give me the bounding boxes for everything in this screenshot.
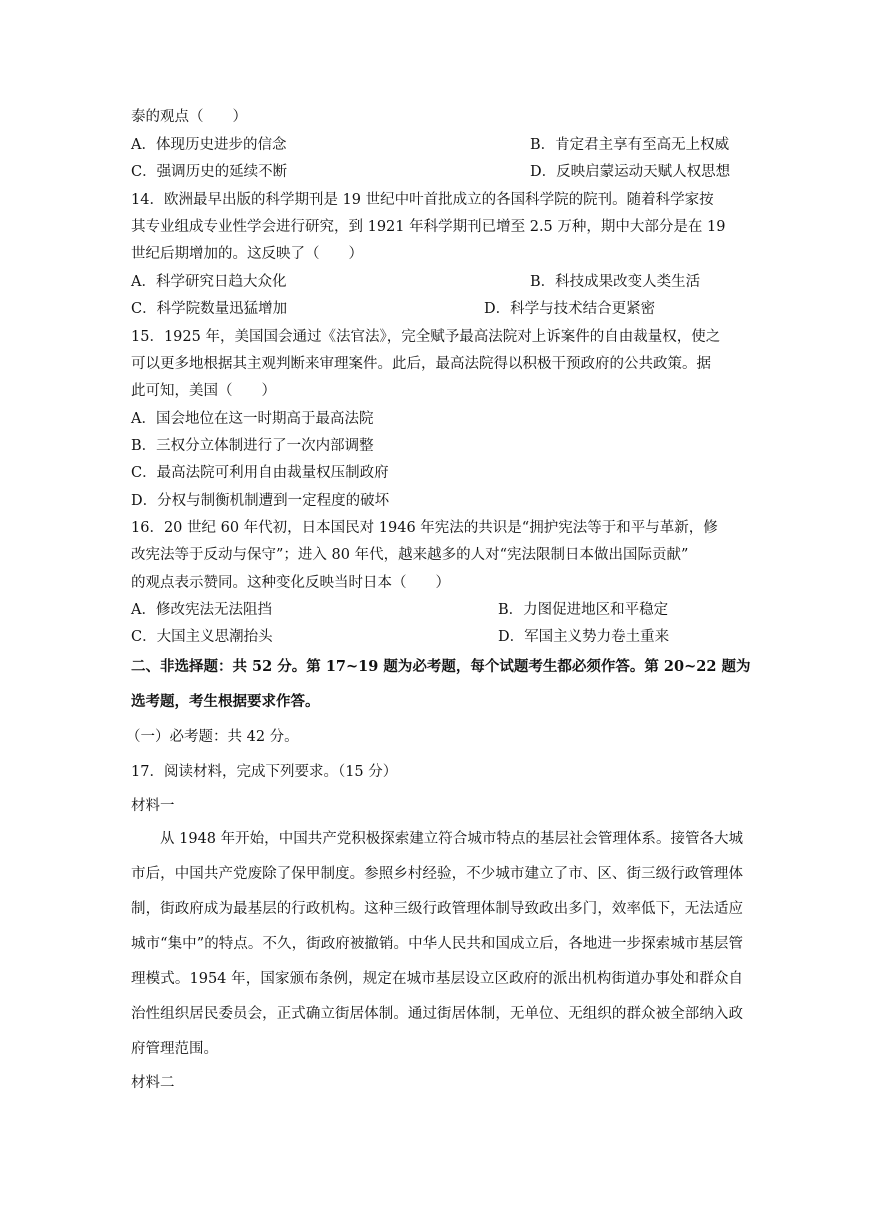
q14-options-row-1 [131,272,741,292]
q14-option-d: D．科学与技术结合更紧密 [484,301,656,317]
q13-option-d: D．反映启蒙运动天赋人权思想 [530,164,731,180]
q17-stem: 17．阅读材料，完成下列要求。（15 分） [131,764,398,780]
q16-option-a: A．修改宪法无法阻挡 [131,602,272,618]
q14-stem-line-1: 14．欧洲最早出版的科学期刊是 19 世纪中叶首批成立的各国科学院的院刊。随着科学家按 [131,192,714,208]
q15-option-d: D．分权与制衡机制遭到一定程度的破坏 [131,493,390,509]
q13-option-a: A．体现历史进步的信念 [131,137,287,153]
q13-option-c: C．强调历史的延续不断 [131,164,288,180]
q17-material-2-title: 材料二 [131,1075,175,1091]
subsection-heading: （一）必考题：共 42 分。 [126,729,299,745]
q16-options-row-1 [131,600,741,620]
q14-option-a: A．科学研究日趋大众化 [131,274,287,290]
q13-option-b: B．肯定君主享有至高无上权威 [530,137,730,153]
q14-options-row-2 [131,299,741,319]
q15-stem-line-3: 此可知，美国（ ） [131,383,276,399]
section2-heading-line-1: 二、非选择题：共 52 分。第 17~19 题为必考题，每个试题考生都必须作答。第 20~22 题为 [131,658,751,675]
q15-option-c: C．最高法院可利用自由裁量权压制政府 [131,465,389,481]
q16-stem-line-3: 的观点表示赞同。这种变化反映当时日本（ ） [131,575,450,591]
q15-option-b: B．三权分立体制进行了一次内部调整 [131,438,374,454]
q16-stem-line-2: 改宪法等于反动与保守”；进入 80 年代，越来越多的人对“宪法限制日本做出国际贡献” [131,547,689,563]
q13-options-row-1 [131,135,741,155]
q13-options-row-2 [131,162,741,182]
q15-stem-line-1: 15．1925 年，美国国会通过《法官法》，完全赋予最高法院对上诉案件的自由裁量权，使之 [131,329,721,345]
q14-option-c: C．科学院数量迅猛增加 [131,301,288,317]
q14-option-b: B．科技成果改变人类生活 [530,274,701,290]
q15-stem-line-2: 可以更多地根据其主观判断来审理案件。此后，最高法院得以积极干预政府的公共政策。据 [131,356,711,372]
q16-option-d: D．军国主义势力卷土重来 [498,629,670,645]
q16-stem-line-1: 16．20 世纪 60 年代初，日本国民对 1946 年宪法的共识是“拥护宪法等于和平与革新，修 [131,520,718,536]
q17-material-1-text: 从 1948 年开始，中国共产党积极探索建立符合城市特点的基层社会管理体系。接管各大城市后，中国共产党废除了保甲制度。参照乡村经验，不少城市建立了市、区、街三级行政管理体制，街政府成为最基层的行政机构。这种三级行政管理体制导致政出多门，效率低下，无法适应城市“集中”的特点。不久，街政府被撤销。中华人民共和国成立后，各地进一步探索城市基层管理模式。1954 年，国家颁布条例，规定在城市基层设立区政府的派出机构街道办事处和群众自治性组织居民委员会，正式确立街居体制。通过街居体制，无单位、无组织的群众被全部纳入政府管理范围。 [131,831,743,1057]
q15-option-a: A．国会地位在这一时期高于最高法院 [131,411,374,427]
section2-heading-line-2: 选考题，考生根据要求作答。 [131,693,320,710]
q16-options-row-2 [131,627,741,647]
q16-option-b: B．力图促进地区和平稳定 [498,602,669,618]
q16-option-c: C．大国主义思潮抬头 [131,629,273,645]
q14-stem-line-3: 世纪后期增加的。这反映了（ ） [131,246,363,262]
q13-stem-tail: 泰的观点（ ） [131,109,247,125]
q14-stem-line-2: 其专业组成专业性学会进行研究，到 1921 年科学期刊已增至 2.5 万种，期中大部分是在 19 [131,219,726,235]
q17-material-1-title: 材料一 [131,798,175,814]
